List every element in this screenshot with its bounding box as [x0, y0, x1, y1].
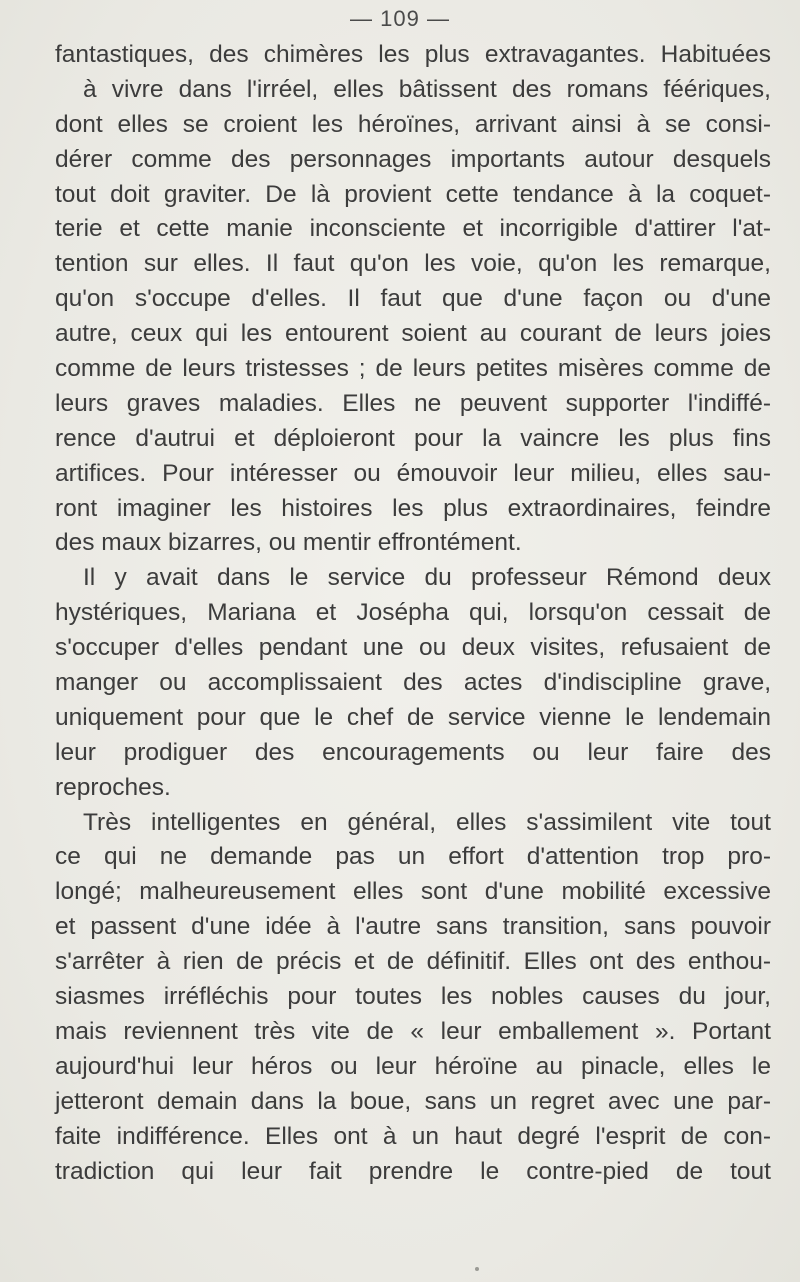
- text-line: ront imaginer les histoires les plus extraordinaires, feindre: [55, 494, 771, 522]
- text-line: dont elles se croient les héroïnes, arrivant ainsi à se consi-: [55, 110, 771, 138]
- text-line: leurs graves maladies. Elles ne peuvent supporter l'indiffé-: [55, 389, 771, 417]
- body-text: [55, 38, 771, 1189]
- paper-speck: [475, 1267, 479, 1271]
- text-line: qu'on s'occupe d'elles. Il faut que d'une façon ou d'une: [55, 285, 771, 313]
- text-line: siasmes irréfléchis pour toutes les nobles causes du jour,: [55, 983, 771, 1011]
- text-line: tradiction qui leur fait prendre le contre-pied de tout: [55, 1157, 771, 1185]
- text-line: manger ou accomplissaient des actes d'indiscipline grave,: [55, 669, 771, 697]
- text-line: reproches.: [55, 773, 171, 801]
- text-line: dérer comme des personnages importants autour desquels: [55, 145, 771, 173]
- page-number: — 109 —: [350, 6, 450, 31]
- text-line: s'occuper d'elles pendant une ou deux visites, refusaient de: [55, 634, 771, 662]
- text-line: fantastiques, des chimères les plus extravagantes. Habituées: [55, 41, 771, 68]
- text-line: tout doit graviter. De là provient cette tendance à la coquet-: [55, 180, 771, 208]
- text-line: terie et cette manie inconsciente et incorrigible d'attirer l'at-: [55, 215, 771, 243]
- text-line: aujourd'hui leur héros ou leur héroïne au pinacle, elles le: [55, 1052, 771, 1080]
- text-line: rence d'autrui et déploieront pour la vaincre les plus fins: [55, 424, 771, 452]
- text-line: Il y avait dans le service du professeur Rémond deux: [83, 564, 771, 592]
- text-line: à vivre dans l'irréel, elles bâtissent des romans féériques,: [83, 75, 771, 103]
- text-line: uniquement pour que le chef de service vienne le lendemain: [55, 703, 771, 731]
- text-line: des maux bizarres, ou mentir effrontément.: [55, 529, 522, 557]
- text-line: tention sur elles. Il faut qu'on les voie, qu'on les remarque,: [55, 250, 771, 278]
- text-line: s'arrêter à rien de précis et de définitif. Elles ont des enthou-: [55, 948, 771, 976]
- text-line: ce qui ne demande pas un effort d'attention trop pro-: [55, 843, 771, 871]
- text-line: faite indifférence. Elles ont à un haut degré l'esprit de con-: [55, 1122, 771, 1150]
- text-line: leur prodiguer des encouragements ou leur faire des: [55, 738, 771, 766]
- text-line: mais reviennent très vite de « leur emballement ». Portant: [55, 1017, 771, 1045]
- text-line: autre, ceux qui les entourent soient au courant de leurs joies: [55, 320, 771, 348]
- text-line: comme de leurs tristesses ; de leurs petites misères comme de: [55, 355, 771, 383]
- text-line: jetteront demain dans la boue, sans un regret avec une par-: [55, 1087, 771, 1115]
- text-line: hystériques, Mariana et Joséphа qui, lorsqu'on cessait de: [55, 599, 771, 627]
- text-line: et passent d'une idée à l'autre sans transition, sans pouvoir: [55, 913, 771, 941]
- text-line: longé; malheureusement elles sont d'une mobilité excessive: [55, 878, 771, 906]
- text-line: Très intelligentes en général, elles s'assimilent vite tout: [83, 808, 771, 836]
- text-line: artifices. Pour intéresser ou émouvoir leur milieu, elles sau-: [55, 459, 771, 487]
